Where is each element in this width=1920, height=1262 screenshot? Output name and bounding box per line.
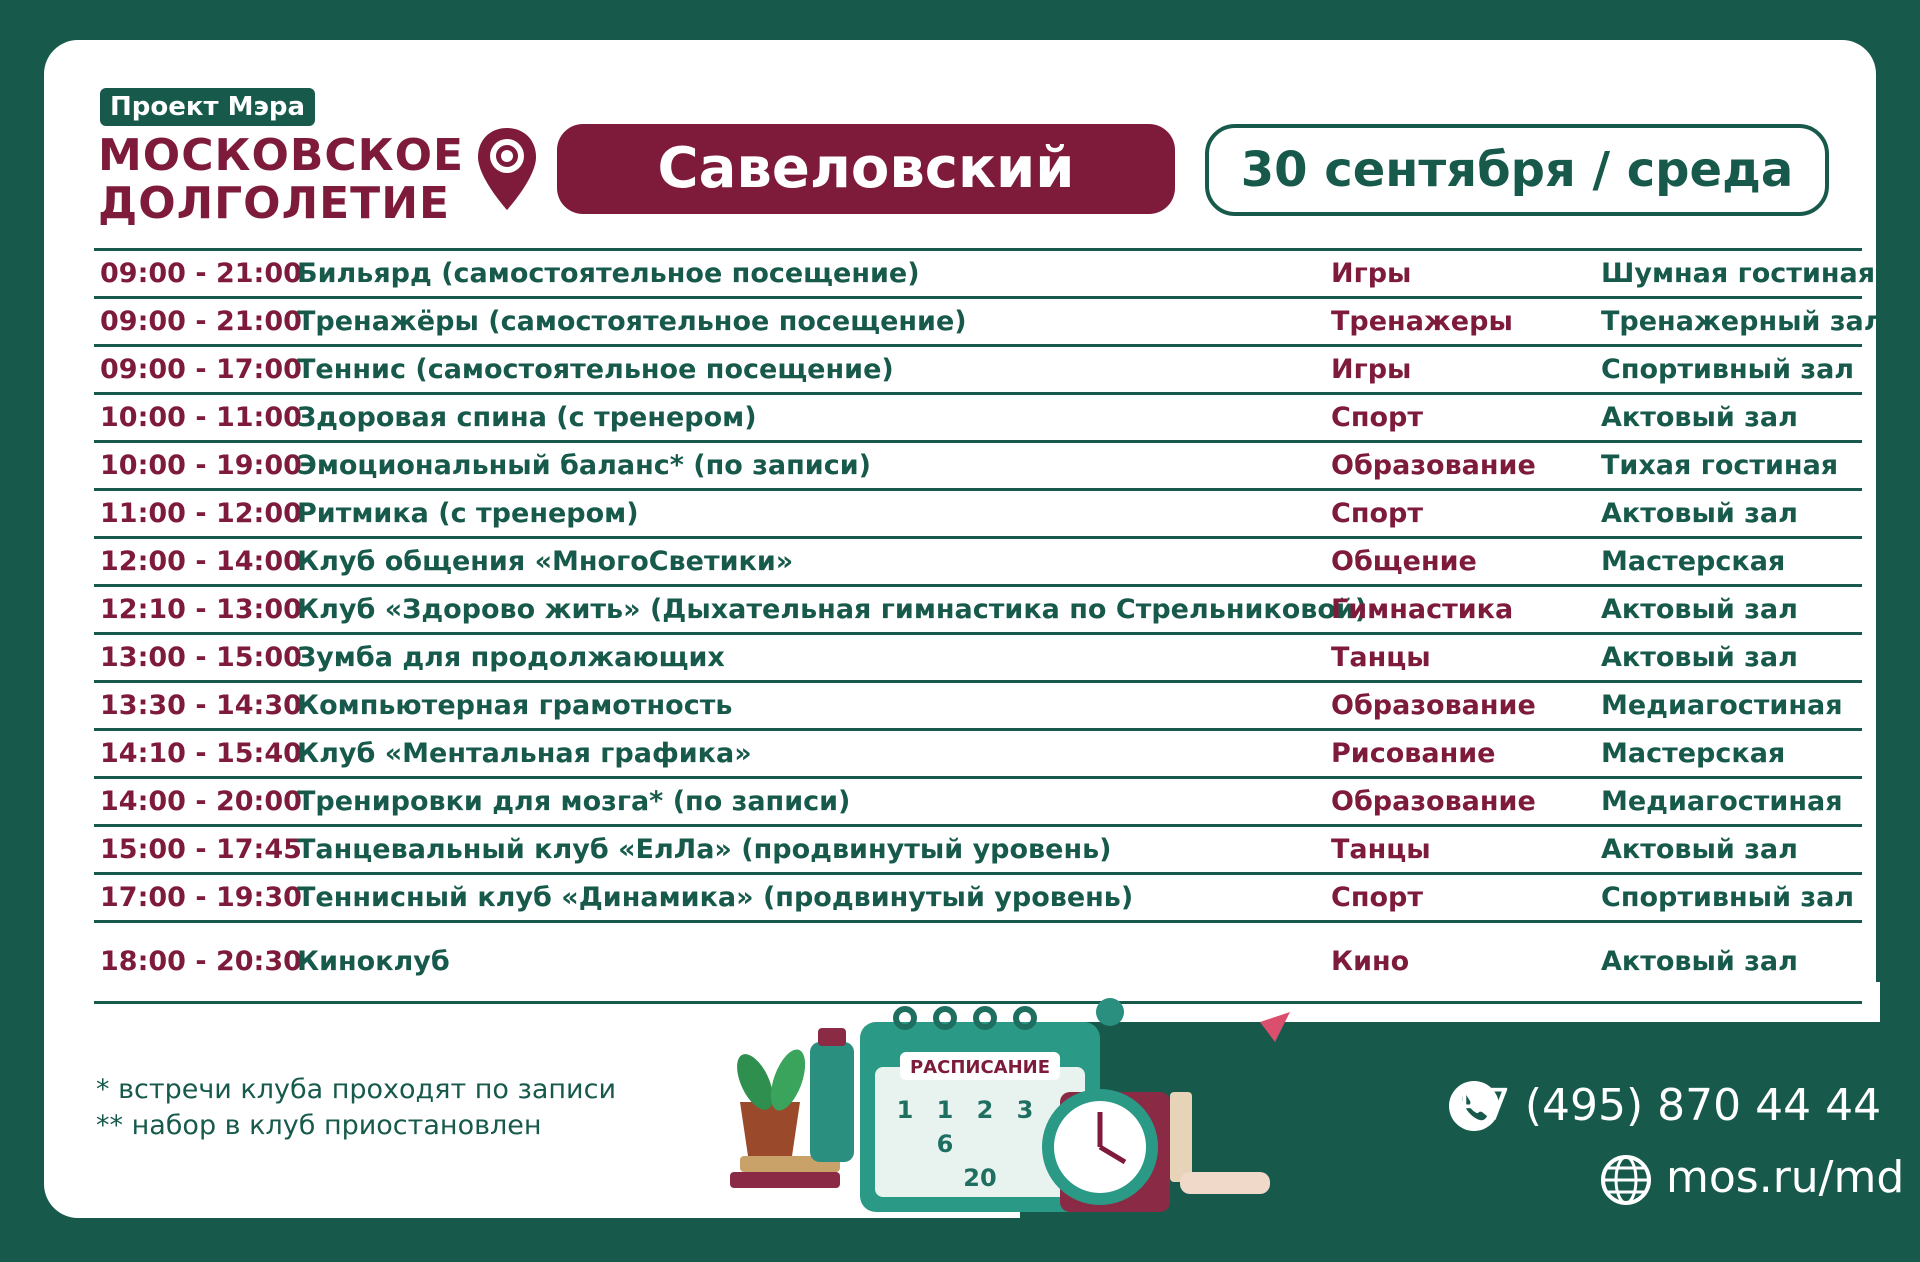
table-row bbox=[94, 683, 1862, 731]
row-room: Актовый зал bbox=[1601, 402, 1798, 433]
row-category: Танцы bbox=[1331, 642, 1431, 673]
row-time: 17:00 - 19:30 bbox=[100, 882, 302, 913]
row-title: Теннисный клуб «Динамика» (продвинутый уровень) bbox=[297, 882, 1134, 913]
calendar-day: 1 bbox=[896, 1096, 914, 1124]
row-room: Тренажерный зал bbox=[1601, 306, 1884, 337]
calendar-illustration bbox=[700, 972, 1300, 1222]
row-title: Здоровая спина (с тренером) bbox=[297, 402, 757, 433]
schedule-table bbox=[94, 248, 1884, 1004]
row-category: Спорт bbox=[1331, 882, 1423, 913]
globe-icon bbox=[1600, 1154, 1652, 1206]
row-category: Гимнастика bbox=[1331, 594, 1514, 625]
table-row bbox=[94, 347, 1862, 395]
row-room: Актовый зал bbox=[1601, 946, 1798, 977]
row-title: Клуб «Ментальная графика» bbox=[297, 738, 752, 769]
row-time: 09:00 - 21:00 bbox=[100, 306, 302, 337]
row-room: Спортивный зал bbox=[1601, 354, 1855, 385]
row-category: Игры bbox=[1331, 258, 1412, 289]
website-text[interactable]: mos.ru/md bbox=[1666, 1152, 1905, 1203]
row-time: 10:00 - 19:00 bbox=[100, 450, 302, 481]
row-time: 12:00 - 14:00 bbox=[100, 546, 302, 577]
row-room: Спортивный зал bbox=[1601, 882, 1855, 913]
row-time: 18:00 - 20:30 bbox=[100, 946, 302, 977]
row-category: Рисование bbox=[1331, 738, 1496, 769]
footnotes bbox=[96, 1072, 616, 1144]
row-category: Игры bbox=[1331, 354, 1412, 385]
row-title: Киноклуб bbox=[297, 946, 450, 977]
row-title: Клуб общения «МногоСветики» bbox=[297, 546, 794, 577]
row-room: Актовый зал bbox=[1601, 834, 1798, 865]
footnote-1: * встречи клуба проходят по записи bbox=[96, 1074, 617, 1105]
row-title: Ритмика (с тренером) bbox=[297, 498, 639, 529]
row-room: Тихая гостиная bbox=[1601, 450, 1839, 481]
table-row bbox=[94, 491, 1862, 539]
row-title: Зумба для продолжающих bbox=[297, 642, 725, 673]
row-category: Образование bbox=[1331, 690, 1536, 721]
row-time: 09:00 - 21:00 bbox=[100, 258, 302, 289]
row-title: Теннис (самостоятельное посещение) bbox=[297, 354, 894, 385]
row-title: Компьютерная грамотность bbox=[297, 690, 733, 721]
row-room: Медиагостиная bbox=[1601, 786, 1843, 817]
row-room: Мастерская bbox=[1601, 738, 1786, 769]
row-title: Эмоциональный баланс* (по записи) bbox=[297, 450, 871, 481]
row-category: Танцы bbox=[1331, 834, 1431, 865]
calendar-label: РАСПИСАНИЕ bbox=[909, 1057, 1051, 1078]
row-category: Общение bbox=[1331, 546, 1477, 577]
table-row bbox=[94, 827, 1862, 875]
calendar-day: 6 bbox=[936, 1130, 954, 1158]
table-row bbox=[94, 779, 1862, 827]
row-category: Тренажеры bbox=[1331, 306, 1513, 337]
row-room: Актовый зал bbox=[1601, 594, 1798, 625]
row-room: Актовый зал bbox=[1601, 642, 1798, 673]
row-time: 11:00 - 12:00 bbox=[100, 498, 302, 529]
table-row bbox=[94, 587, 1862, 635]
table-row bbox=[94, 539, 1862, 587]
table-row bbox=[94, 395, 1862, 443]
mayor-project-badge: Проект Мэра bbox=[100, 88, 315, 126]
row-room: Актовый зал bbox=[1601, 498, 1798, 529]
table-row bbox=[94, 299, 1884, 347]
row-time: 13:00 - 15:00 bbox=[100, 642, 302, 673]
calendar-day: 20 bbox=[963, 1164, 997, 1192]
calendar-day: 1 bbox=[936, 1096, 954, 1124]
row-category: Кино bbox=[1331, 946, 1410, 977]
row-title: Клуб «Здорово жить» (Дыхательная гимнастика по Стрельниковой) bbox=[297, 594, 1368, 625]
row-category: Образование bbox=[1331, 450, 1536, 481]
row-category: Спорт bbox=[1331, 498, 1423, 529]
row-room: Шумная гостиная bbox=[1601, 258, 1876, 289]
row-time: 09:00 - 17:00 bbox=[100, 354, 302, 385]
table-row bbox=[94, 875, 1862, 923]
table-row bbox=[94, 731, 1862, 779]
row-time: 15:00 - 17:45 bbox=[100, 834, 302, 865]
calendar-day: 3 bbox=[1016, 1096, 1034, 1124]
footnote-2: ** набор в клуб приостановлен bbox=[96, 1110, 542, 1141]
brand-logo bbox=[98, 132, 464, 228]
brand-line-2: ДОЛГОЛЕТИЕ bbox=[98, 178, 451, 229]
row-time: 13:30 - 14:30 bbox=[100, 690, 302, 721]
table-row bbox=[94, 635, 1862, 683]
row-title: Тренажёры (самостоятельное посещение) bbox=[297, 306, 967, 337]
row-time: 12:10 - 13:00 bbox=[100, 594, 302, 625]
table-row bbox=[94, 443, 1862, 491]
brand-line-1: МОСКОВСКОЕ bbox=[98, 130, 465, 181]
row-time: 14:00 - 20:00 bbox=[100, 786, 302, 817]
row-room: Медиагостиная bbox=[1601, 690, 1843, 721]
phone-number[interactable]: +7 (495) 870 44 44 bbox=[1446, 1080, 1882, 1131]
row-title: Тренировки для мозга* (по записи) bbox=[297, 786, 851, 817]
calendar-day: 2 bbox=[976, 1096, 994, 1124]
row-time: 14:10 - 15:40 bbox=[100, 738, 302, 769]
location-pin-icon bbox=[476, 126, 538, 212]
schedule-date: 30 сентября / среда bbox=[1205, 124, 1829, 216]
district-name: Савеловский bbox=[557, 124, 1175, 214]
row-category: Спорт bbox=[1331, 402, 1423, 433]
website-link[interactable] bbox=[1666, 1150, 1904, 1206]
row-time: 10:00 - 11:00 bbox=[100, 402, 302, 433]
row-room: Мастерская bbox=[1601, 546, 1786, 577]
row-title: Танцевальный клуб «ЕлЛа» (продвинутый уровень) bbox=[297, 834, 1112, 865]
table-row bbox=[94, 251, 1876, 299]
row-title: Бильярд (самостоятельное посещение) bbox=[297, 258, 920, 289]
row-category: Образование bbox=[1331, 786, 1536, 817]
